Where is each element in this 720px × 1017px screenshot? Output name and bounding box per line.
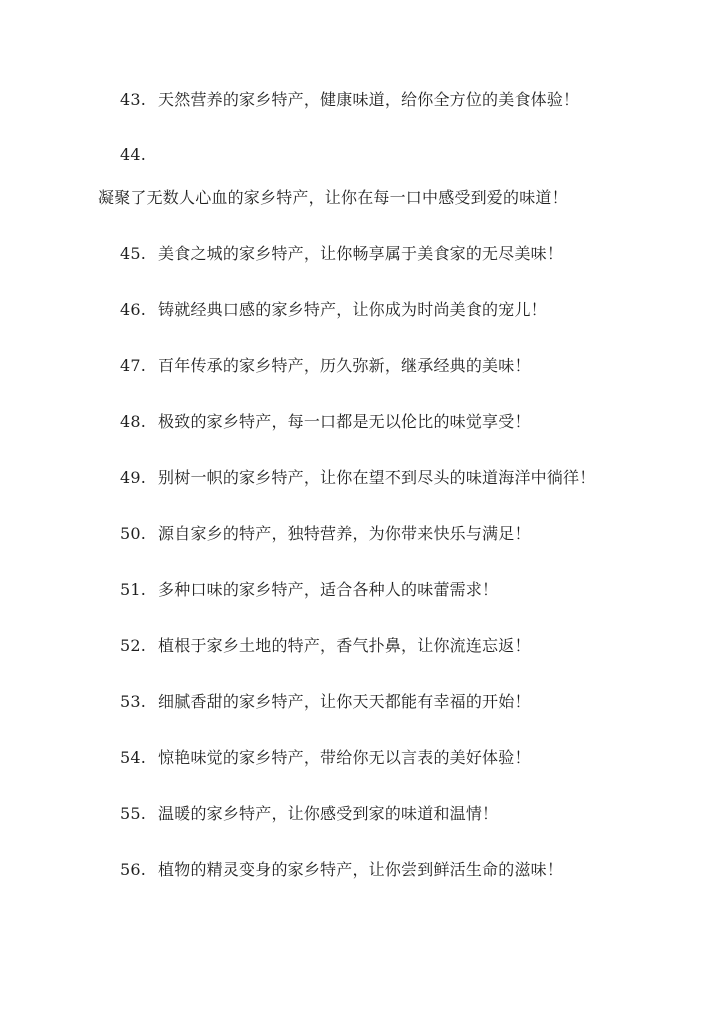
list-item: [120, 860, 563, 880]
item-number: 49.: [120, 468, 147, 487]
item-text: 温暖的家乡特产，让你感受到家的味道和温情！: [158, 804, 499, 823]
item-text: 铸就经典口感的家乡特产，让你成为时尚美食的宠儿！: [158, 300, 547, 319]
list-item: [120, 580, 498, 600]
item-number: 48.: [120, 412, 147, 431]
item-text: 多种口味的家乡特产，适合各种人的味蕾需求！: [158, 580, 499, 599]
list-item: [120, 412, 531, 432]
list-item-continuation: [86, 188, 568, 208]
list-item: [120, 692, 531, 712]
item-number: 43.: [120, 90, 147, 109]
list-item: [120, 145, 158, 165]
item-text: 别树一帜的家乡特产，让你在望不到尽头的味道海洋中徜徉！: [158, 468, 596, 487]
item-text: 天然营养的家乡特产，健康味道，给你全方位的美食体验！: [158, 90, 580, 109]
item-number: 44.: [120, 145, 147, 164]
item-number: 54.: [120, 748, 147, 767]
item-number: 50.: [120, 524, 147, 543]
list-item: [120, 636, 531, 656]
item-text: 美食之城的家乡特产，让你畅享属于美食家的无尽美味！: [158, 244, 564, 263]
list-item: [120, 90, 579, 110]
item-text: 凝聚了无数人心血的家乡特产，让你在每一口中感受到爱的味道！: [98, 188, 568, 207]
list-item: [120, 356, 531, 376]
list-item: [120, 244, 563, 264]
item-number: 56.: [120, 860, 147, 879]
item-number: 47.: [120, 356, 147, 375]
item-text: 植物的精灵变身的家乡特产，让你尝到鲜活生命的滋味！: [158, 860, 564, 879]
item-text: 惊艳味觉的家乡特产，带给你无以言表的美好体验！: [158, 748, 531, 767]
list-item: [120, 524, 531, 544]
list-item: [120, 300, 547, 320]
item-text: 细腻香甜的家乡特产，让你天天都能有幸福的开始！: [158, 692, 531, 711]
item-number: 45.: [120, 244, 147, 263]
item-text: 植根于家乡土地的特产，香气扑鼻，让你流连忘返！: [158, 636, 531, 655]
item-number: 46.: [120, 300, 147, 319]
item-text: 源自家乡的特产，独特营养，为你带来快乐与满足！: [158, 524, 531, 543]
item-text: 百年传承的家乡特产，历久弥新，继承经典的美味！: [158, 356, 531, 375]
item-number: 52.: [120, 636, 147, 655]
item-number: 51.: [120, 580, 147, 599]
item-text: 极致的家乡特产，每一口都是无以伦比的味觉享受！: [158, 412, 531, 431]
item-number: 55.: [120, 804, 147, 823]
list-item: [120, 468, 595, 488]
list-item: [120, 804, 498, 824]
list-item: [120, 748, 531, 768]
item-number: 53.: [120, 692, 147, 711]
